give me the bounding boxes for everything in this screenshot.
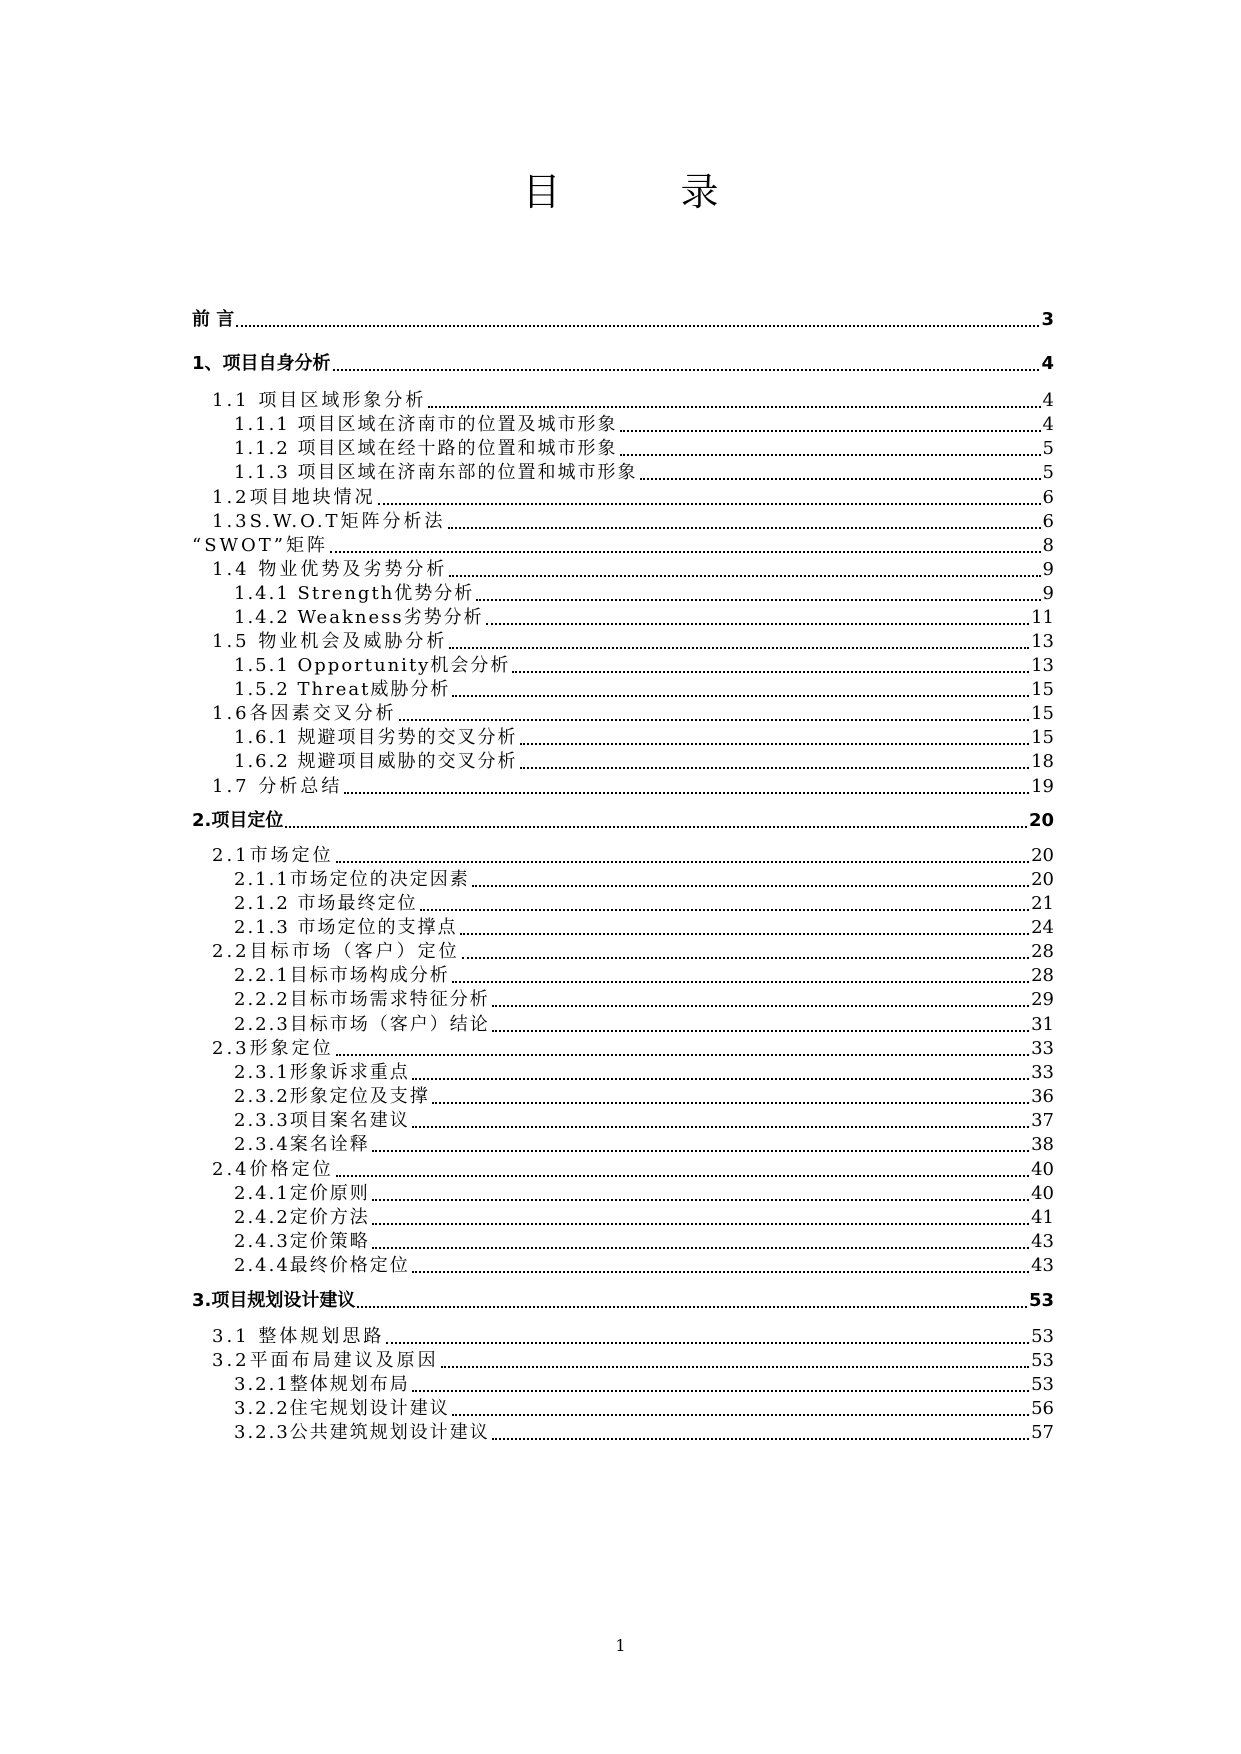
toc-entry-label: 2.3.3项目案名建议 — [234, 1110, 410, 1131]
toc-entry-page: 43 — [1031, 1255, 1054, 1276]
toc-entry-page: 28 — [1031, 965, 1054, 986]
toc-entry[interactable] — [192, 459, 1054, 487]
toc-entry-page: 19 — [1031, 776, 1054, 797]
toc-entry[interactable] — [192, 773, 1054, 801]
page-number: 1 — [615, 1636, 626, 1655]
toc-entry-page: 43 — [1031, 1231, 1054, 1252]
toc-entry-page: 15 — [1031, 703, 1054, 724]
toc-entry-page: 31 — [1031, 1014, 1054, 1035]
toc-entry-page: 53 — [1031, 1350, 1054, 1371]
toc-entry-label: 3.1 整体规划思路 — [212, 1326, 385, 1347]
toc-entry-label: 1.5 物业机会及威胁分析 — [212, 631, 448, 652]
toc-entry[interactable] — [192, 986, 1054, 1014]
toc-entry-page: 20 — [1031, 869, 1054, 890]
toc-entry-page: 4 — [1042, 414, 1054, 435]
toc-entry-page: 15 — [1031, 727, 1054, 748]
toc-entry-label: “SWOT”矩阵 — [192, 535, 328, 556]
toc-entry-page: 40 — [1031, 1183, 1054, 1204]
toc-leader-dots — [428, 406, 1040, 408]
toc-entry[interactable] — [192, 1252, 1054, 1280]
toc-entry[interactable] — [192, 748, 1054, 776]
toc-entry-label: 3.2.2住宅规划设计建议 — [234, 1398, 450, 1419]
toc-entry-page: 56 — [1031, 1398, 1054, 1419]
toc-entry[interactable] — [192, 1131, 1054, 1159]
toc-leader-dots — [449, 647, 1029, 649]
toc-entry-page: 20 — [1031, 845, 1054, 866]
toc-leader-dots — [460, 933, 1030, 935]
toc-entry-page: 9 — [1042, 583, 1054, 604]
toc-entry-page: 4 — [1042, 390, 1054, 411]
toc-entry-label: 3.项目规划设计建议 — [192, 1290, 356, 1311]
toc-entry-page: 53 — [1031, 1374, 1054, 1395]
toc-leader-dots — [462, 957, 1029, 959]
toc-entry-label: 2.3.1形象诉求重点 — [234, 1062, 410, 1083]
toc-entry-label: 1.5.1 Opportunity机会分析 — [234, 655, 511, 676]
toc-entry-page: 53 — [1028, 1290, 1054, 1311]
toc-entry[interactable] — [192, 1419, 1054, 1447]
toc-entry[interactable] — [192, 306, 1054, 334]
toc-leader-dots — [452, 981, 1029, 983]
toc-leader-dots — [344, 792, 1029, 794]
toc-entry-page: 11 — [1031, 607, 1054, 628]
toc-entry-label: 1.6.1 规避项目劣势的交叉分析 — [234, 727, 518, 748]
toc-entry-label: 1.1.3 项目区域在济南东部的位置和城市形象 — [234, 462, 638, 483]
toc-entry-label: 1、项目自身分析 — [192, 353, 331, 374]
toc-entry-label: 2.2.2目标市场需求特征分析 — [234, 989, 490, 1010]
toc-entry-label: 2.2目标市场（客户）定位 — [212, 941, 460, 962]
toc-entry-page: 41 — [1031, 1207, 1054, 1228]
toc-entry-page: 20 — [1028, 810, 1054, 831]
toc-leader-dots — [620, 454, 1041, 456]
toc-leader-dots — [512, 671, 1029, 673]
toc-leader-dots — [452, 695, 1029, 697]
toc-entry-label: 1.6.2 规避项目威胁的交叉分析 — [234, 751, 518, 772]
toc-entry-page: 5 — [1042, 462, 1054, 483]
toc-leader-dots — [412, 1271, 1029, 1273]
toc-leader-dots — [378, 503, 1041, 505]
toc-entry-label: 2.2.1目标市场构成分析 — [234, 965, 450, 986]
title-char-1: 目 — [522, 170, 561, 214]
toc-leader-dots — [486, 623, 1030, 625]
toc-entry-label: 2.1市场定位 — [212, 845, 334, 866]
toc-leader-dots — [357, 1306, 1027, 1308]
toc-entry-page: 33 — [1031, 1062, 1054, 1083]
toc-leader-dots — [330, 551, 1041, 553]
toc-entry-label: 3.2.1整体规划布局 — [234, 1374, 410, 1395]
toc-leader-dots — [336, 1175, 1029, 1177]
toc-leader-dots — [386, 1342, 1029, 1344]
toc-leader-dots — [420, 909, 1030, 911]
toc-entry-label: 3.2.3公共建筑规划设计建议 — [234, 1422, 490, 1443]
toc-entry-label: 1.5.2 Threat威胁分析 — [234, 679, 451, 700]
toc-entry-page: 5 — [1042, 438, 1054, 459]
toc-entry-label: 1.4.1 Strength优势分析 — [234, 583, 475, 604]
toc-entry-label: 2.1.2 市场最终定位 — [234, 893, 418, 914]
toc-entry-page: 21 — [1031, 893, 1054, 914]
toc-leader-dots — [472, 885, 1029, 887]
toc-entry-label: 2.3形象定位 — [212, 1038, 334, 1059]
toc-leader-dots — [620, 430, 1041, 432]
toc-entry-page: 28 — [1031, 941, 1054, 962]
toc-entry-page: 6 — [1042, 511, 1054, 532]
toc-entry-label: 2.3.2形象定位及支撑 — [234, 1086, 430, 1107]
toc-entry-label: 1.6各因素交叉分析 — [212, 703, 397, 724]
toc-leader-dots — [372, 1199, 1029, 1201]
toc-leader-dots — [441, 1366, 1029, 1368]
toc-leader-dots — [236, 325, 1039, 327]
toc-entry[interactable] — [192, 1287, 1054, 1315]
toc-leader-dots — [520, 743, 1030, 745]
toc-entry-label: 2.2.3目标市场（客户）结论 — [234, 1014, 490, 1035]
toc-leader-dots — [520, 767, 1030, 769]
toc-entry-label: 1.2项目地块情况 — [212, 487, 376, 508]
toc-entry-label: 2.3.4案名诠释 — [234, 1134, 370, 1155]
toc-entry-label: 2.1.1市场定位的决定因素 — [234, 869, 470, 890]
toc-entry-page: 6 — [1042, 487, 1054, 508]
toc-leader-dots — [399, 719, 1029, 721]
toc-entry-label: 2.4价格定位 — [212, 1159, 334, 1180]
toc-entry-page: 33 — [1031, 1038, 1054, 1059]
title-char-2: 录 — [680, 170, 719, 214]
toc-leader-dots — [336, 861, 1029, 863]
toc-leader-dots — [492, 1030, 1029, 1032]
toc-entry-label: 1.1.2 项目区域在经十路的位置和城市形象 — [234, 438, 618, 459]
toc-entry-label: 2.4.1定价原则 — [234, 1183, 370, 1204]
toc-entry-label: 1.1.1 项目区域在济南市的位置及城市形象 — [234, 414, 618, 435]
toc-entry-label: 2.4.4最终价格定位 — [234, 1255, 410, 1276]
toc-leader-dots — [412, 1078, 1029, 1080]
toc-leader-dots — [285, 826, 1027, 828]
toc-entry[interactable] — [192, 807, 1054, 835]
toc-leader-dots — [412, 1126, 1029, 1128]
toc-leader-dots — [412, 1390, 1029, 1392]
toc-entry-label: 2.项目定位 — [192, 810, 284, 831]
toc-entry-label: 1.4.2 Weakness劣势分析 — [234, 607, 484, 628]
toc-leader-dots — [452, 1414, 1029, 1416]
toc-entry-page: 15 — [1031, 679, 1054, 700]
toc-entry-label: 2.1.3 市场定位的支撑点 — [234, 917, 458, 938]
toc-entry-label: 1.1 项目区域形象分析 — [212, 390, 427, 411]
toc-entry-page: 4 — [1041, 353, 1054, 374]
toc-entry-page: 36 — [1031, 1086, 1054, 1107]
toc-entry-page: 8 — [1042, 535, 1054, 556]
toc-entry-label: 1.4 物业优势及劣势分析 — [212, 559, 448, 580]
toc-entry-page: 13 — [1031, 655, 1054, 676]
toc-entry-label: 3.2平面布局建议及原因 — [212, 1350, 439, 1371]
toc-leader-dots — [448, 527, 1041, 529]
toc-entry-page: 29 — [1031, 989, 1054, 1010]
toc-entry-label: 前 言 — [192, 309, 235, 330]
toc-entry-label: 2.4.3定价策略 — [234, 1231, 370, 1252]
toc-leader-dots — [492, 1005, 1029, 1007]
toc-leader-dots — [336, 1054, 1029, 1056]
toc-entry-page: 40 — [1031, 1159, 1054, 1180]
toc-entry-page: 24 — [1031, 917, 1054, 938]
toc-entry-page: 57 — [1031, 1422, 1054, 1443]
toc-entry-label: 2.4.2定价方法 — [234, 1207, 370, 1228]
toc-entry-page: 3 — [1041, 309, 1054, 330]
toc-leader-dots — [640, 478, 1041, 480]
toc-entry-page: 37 — [1031, 1110, 1054, 1131]
toc-leader-dots — [432, 1102, 1029, 1104]
toc-leader-dots — [372, 1223, 1029, 1225]
toc-leader-dots — [492, 1438, 1029, 1440]
toc-entry[interactable] — [192, 350, 1054, 378]
toc-entry-label: 1.3S.W.O.T矩阵分析法 — [212, 511, 446, 532]
toc-entry-page: 9 — [1042, 559, 1054, 580]
toc-entry-page: 53 — [1031, 1326, 1054, 1347]
toc-entry-page: 13 — [1031, 631, 1054, 652]
toc-leader-dots — [372, 1247, 1029, 1249]
toc-leader-dots — [333, 369, 1040, 371]
page-title — [0, 162, 1241, 222]
toc-leader-dots — [372, 1150, 1029, 1152]
toc-entry-label: 1.7 分析总结 — [212, 776, 343, 797]
toc-entry-page: 18 — [1031, 751, 1054, 772]
toc-leader-dots — [449, 575, 1040, 577]
toc-entry-page: 38 — [1031, 1134, 1054, 1155]
toc-leader-dots — [476, 599, 1040, 601]
